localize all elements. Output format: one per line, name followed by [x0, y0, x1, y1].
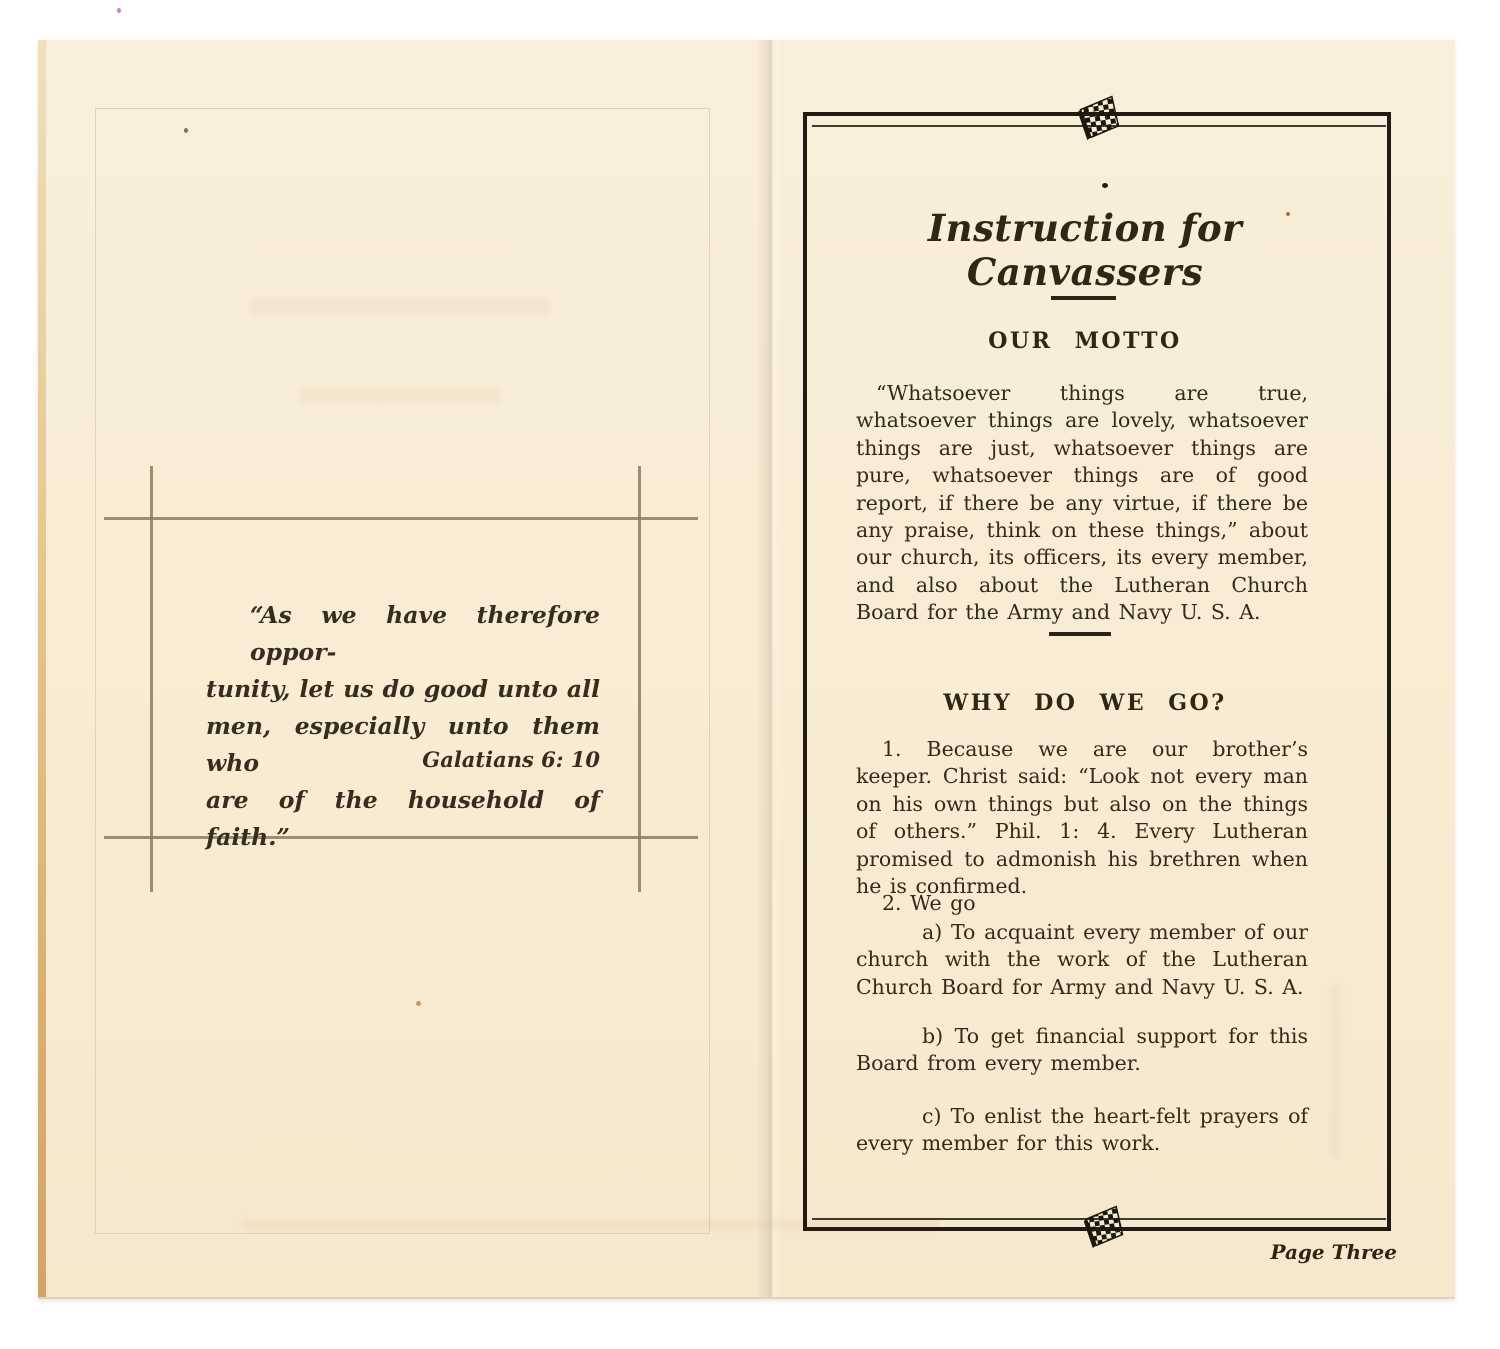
frame-line-right [638, 466, 641, 892]
frame-line-top [104, 517, 698, 520]
why-heading: WHY DO WE GO? [943, 690, 1227, 716]
show-through-smudge [300, 388, 500, 402]
motto-paragraph: “Whatsoever things are true, whatsoever things are lovely, whatsoever things are just, whatsoever things are pure, whatsoever things are of good report, if there be any virtue, if there be any praise, think on these things,” about our church, its officers, its every member, and also about the Lutheran Church Board for the Army and Navy U. S. A. [856, 381, 1308, 625]
checkered-flag-icon [1080, 1206, 1126, 1248]
quote-line: tunity, let us do good unto all [206, 675, 600, 703]
ink-speck [1102, 183, 1108, 188]
ink-speck [184, 128, 188, 133]
center-fold-crease [756, 40, 784, 1297]
page-title: Instruction for Canvassers [927, 206, 1243, 294]
quote-line: are of the household of faith.” [206, 786, 600, 851]
frame-line-left [150, 466, 153, 892]
why-item-1: 1. Because we are our brother’s keeper. Christ said: “Look not every man on his own things but also on the things of others.” Phil. 1: 4. Every Lutheran promised to admonish his brethren when he is confirmed. [856, 737, 1308, 899]
section-divider [1051, 296, 1116, 300]
ink-speck [1286, 212, 1290, 216]
show-through-smudge [250, 298, 550, 314]
scripture-reference: Galatians 6: 10 [422, 747, 600, 772]
checkered-flag-icon [1075, 96, 1121, 140]
section-divider [1049, 632, 1111, 636]
quote-line: men, especially unto them who [206, 712, 600, 777]
show-through-smudge [1330, 985, 1340, 1160]
page-number: Page Three [1270, 1240, 1397, 1264]
motto-heading: OUR MOTTO [988, 328, 1182, 354]
why-item-2: 2. We go [882, 891, 976, 915]
ink-speck [416, 1001, 421, 1006]
ink-speck [117, 8, 121, 13]
why-item-2b: b) To get financial support for this Board from every member. [856, 1024, 1308, 1076]
why-item-2c: c) To enlist the heart-felt prayers of every member for this work. [856, 1104, 1308, 1156]
quote-line: “As we have therefore oppor- [250, 601, 600, 666]
why-item-2a: a) To acquaint every member of our church with the work of the Lutheran Church Board for Army and Navy U. S. A. [856, 920, 1308, 999]
paper-left-edge [38, 40, 46, 1297]
scripture-quote [206, 597, 600, 856]
